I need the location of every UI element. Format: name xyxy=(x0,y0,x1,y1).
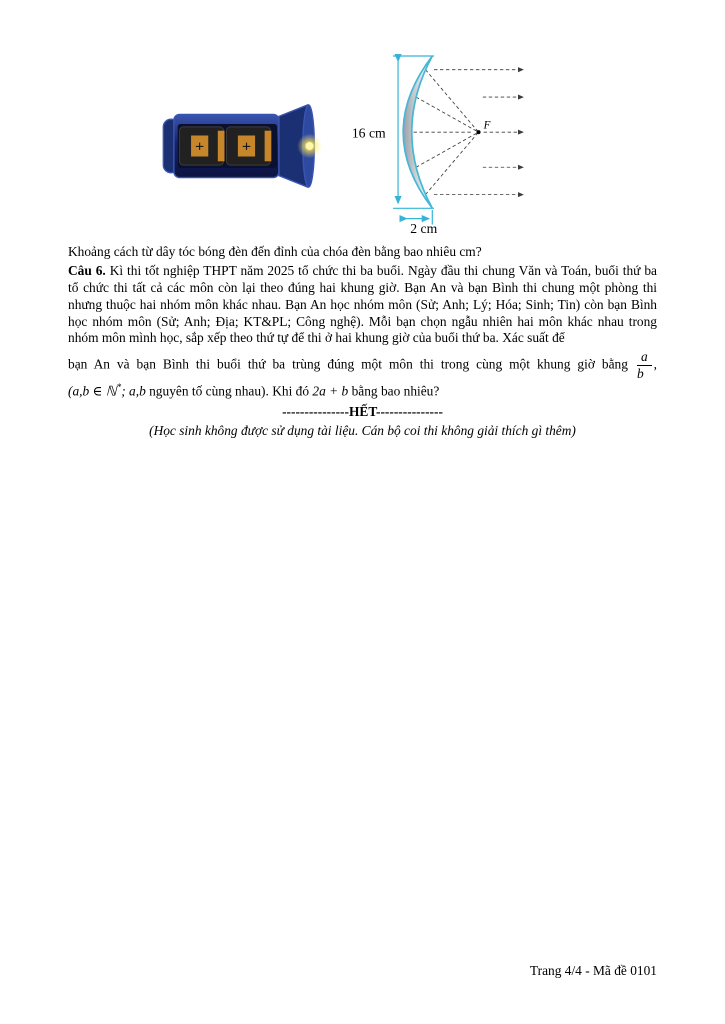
condition-math-1: (a,b ∈ ℕ xyxy=(68,383,117,399)
parabola-diagram xyxy=(350,44,530,234)
condition-tail: bằng bao nhiêu? xyxy=(348,383,440,399)
focus-label: F xyxy=(483,119,491,132)
focus-point xyxy=(476,130,480,134)
condition-math-3: 2a + b xyxy=(312,383,349,399)
battery-2 xyxy=(226,127,271,165)
page-footer: Trang 4/4 - Mã đề 0101 xyxy=(529,963,657,979)
question5-closing xyxy=(68,244,657,261)
battery-plus-icon: + xyxy=(195,137,205,156)
bulb-icon xyxy=(305,142,314,151)
condition-superscript: * xyxy=(116,383,122,394)
fraction-numerator: a xyxy=(637,350,652,366)
battery-plus-icon: + xyxy=(241,137,252,156)
battery-1 xyxy=(180,127,225,165)
flashlight-head xyxy=(279,105,322,187)
condition-text: nguyên tố cùng nhau). Khi đó xyxy=(145,383,313,399)
exam-note: (Học sinh không được sử dụng tài liệu. Cán bộ coi thi không giải thích gì thêm) xyxy=(149,422,576,438)
question5-closing-text: Khoảng cách từ dây tóc bóng đèn đến đỉnh của chóa đèn bằng bao nhiêu cm? xyxy=(68,244,482,259)
fraction xyxy=(635,350,654,381)
depth-dimension-label: 2 cm xyxy=(410,221,438,234)
fraction-line-text: bạn An và bạn Bình thi buổi thứ ba trùng đúng một môn thi trong cùng một khung giờ bằng xyxy=(68,356,635,372)
question6-label: Câu 6. xyxy=(68,262,106,278)
figure-area xyxy=(0,0,725,240)
fraction-line-comma: , xyxy=(653,356,657,372)
reflected-rays xyxy=(413,70,478,195)
height-dimension-label: 16 cm xyxy=(351,125,386,141)
fraction-denominator: b xyxy=(636,366,644,382)
content xyxy=(68,244,657,442)
flashlight-illustration xyxy=(162,103,330,189)
condition-math-2: ; a,b xyxy=(121,383,146,399)
end-marker: ---------------HẾT--------------- xyxy=(282,403,443,419)
question6-body: Kì thi tốt nghiệp THPT năm 2025 tổ chức thi ba buổi. Ngày đầu thi chung Văn và Toán, buổi thứ ba tổ chức thi tất cả các môn còn lại theo đúng hai khung giờ. Bạn An và bạn Bình thi chung một phòng thi nhưng thuộc hai nhóm môn khác nhau. Bạn An học nhóm môn (Sử; Anh; Lý; Hóa; Sinh; Tin) còn bạn Bình học nhóm môn (Sử; Anh; Địa; KT&PL; Công nghệ). Mỗi bạn chọn ngẫu nhiên hai môn khác nhau trong nhóm môn mình học, sắp xếp theo thứ tự để thi ở hai khung giờ của buổi thứ ba. Xác suất để xyxy=(68,262,657,346)
question6-paragraph xyxy=(68,263,657,347)
question6-condition-line xyxy=(68,383,657,400)
question6-fraction-line xyxy=(68,350,657,381)
